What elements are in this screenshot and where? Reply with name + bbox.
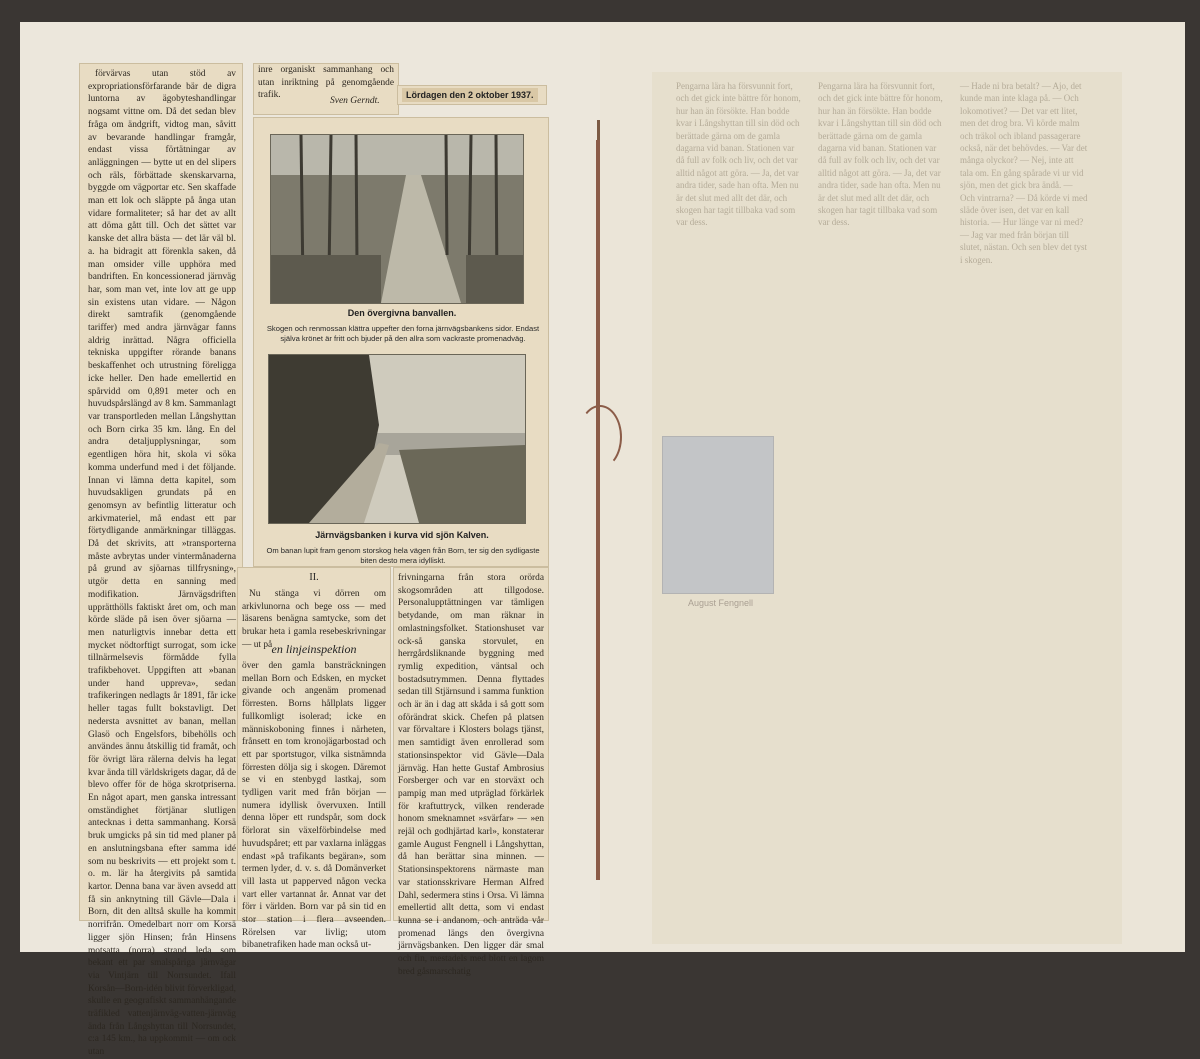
article-column-3	[398, 572, 544, 977]
faded-text-col1	[676, 80, 804, 430]
article-text-col2: över den gamla bansträckningen mellan Born och Edsken, en mycket givande och angenäm promenad förresten. Borns hållplats ligger fullkomligt isolerad; icke en människoboning finnes i närheten, frånsett en tom kronojägarbostad och ett par sportstugor, vilka sistnämnda förresten dölja sig i skogen. Däremot se vi en stenbygd lastkaj, som tydligen varit med från början — numera idyllisk övervuxen. Intill denna löper ett rundspår, som dock förlorat sin växelförbindelse med huvudspåret; ett par vaxlarna inläggas endast »på trafikants begäran», som termen lyder, d. v. s. då Domänverket vill lasta ut papperved någon vecka vart eller vartannat år. Annat var det förr i världen. Born var på sin tid en stor station i flera avseenden. Rörelsen var livlig; utom bibanetrafiken hade man också ut-	[242, 661, 386, 951]
section-heading: en linjeinspektion	[271, 642, 357, 656]
photo2-caption: Om banan lupit fram genom storskog hela vägen från Born, ter sig den sydligaste biten desto mera idylliskt.	[266, 546, 540, 565]
binding-string-knot	[578, 405, 622, 469]
photo-embankment-curve	[268, 354, 526, 524]
article-text-col1: förvärvas utan stöd av expropriationsförfarande bär de digra luntorna av ägobyteshandlingar nogsamt vittne om. Då det sedan blev fråga om ändgrift, vidtog man, såvitt av bevarande handlingar framgår, endast vissa förtätningar av anläggningen — bytte ut en del slipers och räls, förbättade skenskarvarna, byggde om vägportar etc. Sen skaffade man ett lok och släppte på ånga utan vidare formaliteter; så har det av allt att döma gått till. Och det sättet var kanske det allra bästa — det lär väl bl. a. ha bidragit att förenkla saken, då man omsider ville upphöra med bandriften. En koncessionerad järnväg har, som man vet, inte lov att ge upp sin existens utan vidare. — Någon direkt samtrafik (genomgående tariffer) med andra järnvägar fanns aldrig inrättad. Några officiella tekniska uppgifter rörande banans beskaffenhet och utrustning föreligga icke heller. Den hade emellertid en spårvidd om 0,891 meter och en huvudspårslängd av 8 km. Sammanlagt var transportleden mellan Långshyttan och Born cirka 35 km. lång. En del andra detaljupplysningar, som egentligen höra hit, skola vi söka komma underfund med i det följande. Innan vi lämna detta kapitel, som huvudsakligen grundats på en genomsyn av befintlig litteratur och arkivmateriel, må endast ett par förtydligande anmärkningar tilläggas. Då det skrivits, att »transporterna måste avbrytas under vintermånaderna på grund av sjöarnas tillfrysning», utgör detta en sanning med modifikation. Järnvägsdriften upprätthölls faktiskt året om, och man körde släde på isen över sjöarna — men naturligtvis innebar detta ett mycket nödtorftigt surrogat, som icke tillnärmelsevis förmådde fylla trafikbehovet. Uppgiften att »banan under hand uppreva», sedan trafikeringen nedlagts år 1891, får icke heller tagas fullt bokstavligt. Det nedersta avsnittet av banan, mellan Glasö och Engelsfors, bibehölls och användes ännu åtskillig tid framåt, och för övrigt lära rälerna delvis ha legat kvar ända till världskrigets dagar, då de blevo offer för de höga skrotpriserna. En något apart, men ganska intressant omständighet förtjänar slutligen antecknas i detta sammanhang. Korsä bruk umgicks på sin tid med planer på en anslutningsbana efter samma idé som nu beskrivits — ett projekt som t. o. m. lär ha återgivits på samtida kartor. Denna bana var även avsedd att få sin anknytning till Gävle—Dala i Born, dit den alltså skulle ha kommit norrifrån. Omedelbart norr om Korsä ligger sjön Hinsen; från Hinsens motsatta (norra) strand leda som bekant ett par smalspåriga järnvägar via Vintjärn till Norrsundet. Ifall Korsån—Born-idén blivit förverkligad, skulle en geografiskt sammanhängande träfikled vattenjärnväg-vatten-järnväg ända från Långshyttan till Norrsundet, c:a 145 km., ha uppkommit — om ock utan	[88, 69, 236, 1058]
article-column-2-top	[258, 64, 394, 100]
article-column-1	[88, 68, 236, 1058]
photo1-caption: Skogen och renmossan klättra uppefter den forna järnvägsbankens sidor. Endast själva krönet är fritt och bjuder på den allra som vackraste promenadväg.	[266, 324, 540, 343]
binding-string	[596, 140, 600, 880]
article-text-col3: frivningarna från stora orörda skogsområden att tillgodose. Personalupptättningen var tämligen betydande, om man räknar in omlastningsfolket. Stationshuset var ock-så ganska storvulet, en herrgårdsliknande byggning med rymlig expedition, väntsal och bostadsutrymmen. Denna flyttades sedan till Stjärnsund i samma funktion och är än i dag att skåda i så gott som oförändrat skick. Chefen på platsen var förvaltare i Klosters bolags tjänst, men samtidigt även enrollerad som stationsinspektor vid Gävle—Dala järnväg. Han hette Gustaf Ambrosius Forsberger och var en storväxt och pampig man med utpräglad förkärlek för kraftuttryck, vilken renderade honom smeknamnet »svärfar» — »en rejäl och godhjärtad karl», konstaterar gamle August Fengnell i Långshyttan, då han berättar sina minnen. — Stationsinspektorens närmaste man var stationsskrivare Herman Alfred Dahl, sedermera stins i Orsa. Vi lämna emellertid allt detta, som vi endast kunna se i andanom, och anträda vår promenad längs den övergivna järnvägsbanken. Den ligger där smal och fin, mestadels med blott en lagom bred gåsmarschatig	[398, 573, 544, 977]
faded-paragraph-1: Pengarna lära ha försvunnit fort, och det gick inte bättre för honom, hur han än försökte. Han bodde kvar i Långshyttan till sin död och berättade gärna om de gamla dagarna vid banan. Stationen var då full av folk och liv, och det var alltid något att göra. — Ja, det var andra tider, sade han ofta. Men nu är det slut med allt det där, och skogen har tagit tillbaka vad som var dess.	[676, 81, 801, 228]
section-number: II.	[309, 572, 319, 583]
faded-text-col2	[818, 80, 946, 680]
photo-abandoned-embankment	[270, 134, 524, 304]
faded-text-col3	[960, 80, 1088, 920]
faded-paragraph-2: Pengarna lära ha försvunnit fort, och det gick inte bättre för honom, hur han än försökte. Han bodde kvar i Långshyttan till sin död och berättade gärna om de gamla dagarna vid banan. Stationen var då full av folk och liv, och det var alltid något att göra. — Ja, det var andra tider, sade han ofta. Men nu är det slut med allt det där, och skogen har tagit tillbaka vad som var dess.	[818, 81, 943, 228]
portrait-caption: August Fengnell	[688, 598, 754, 608]
dateline: Lördagen den 2 oktober 1937.	[402, 88, 538, 102]
article-column-2	[242, 660, 386, 951]
faded-paragraph-3: — Hade ni bra betalt? — Ajo, det kunde man inte klaga på. — Och lokomotivet? — Det var ett litet, men det drog bra. Vi körde malm och träkol och ibland passagerare också, när det behövdes. — Var det många olyckor? — Nej, inte att tala om. En gång spårade vi ur vid sjön, men det gick bra ändå. — Och vintrarna? — Då körde vi med släde över isen, det var en kall historia. — Hur länge var ni med? — Jag var med från början till slutet, nästan. Och sen blev det tyst i skogen.	[960, 81, 1088, 265]
byline: Sven Gerndt.	[330, 96, 380, 106]
forest-path-image	[271, 135, 523, 303]
article-text-col2-top: inre organiskt sammanhang och utan inriktning på genomgående trafik.	[258, 65, 394, 101]
portrait-photo	[662, 436, 774, 594]
photo2-title: Järnvägsbanken i kurva vid sjön Kalven.	[315, 530, 489, 540]
lake-road-image	[269, 355, 525, 523]
photo1-title: Den övergivna banvallen.	[347, 308, 457, 318]
article-text-col2-intro: Nu stänga vi dörren om arkivlunorna och bege oss — med läsarens benägna samtycke, som det brukar heta i gamla resebeskrivningar — ut på	[242, 589, 386, 650]
